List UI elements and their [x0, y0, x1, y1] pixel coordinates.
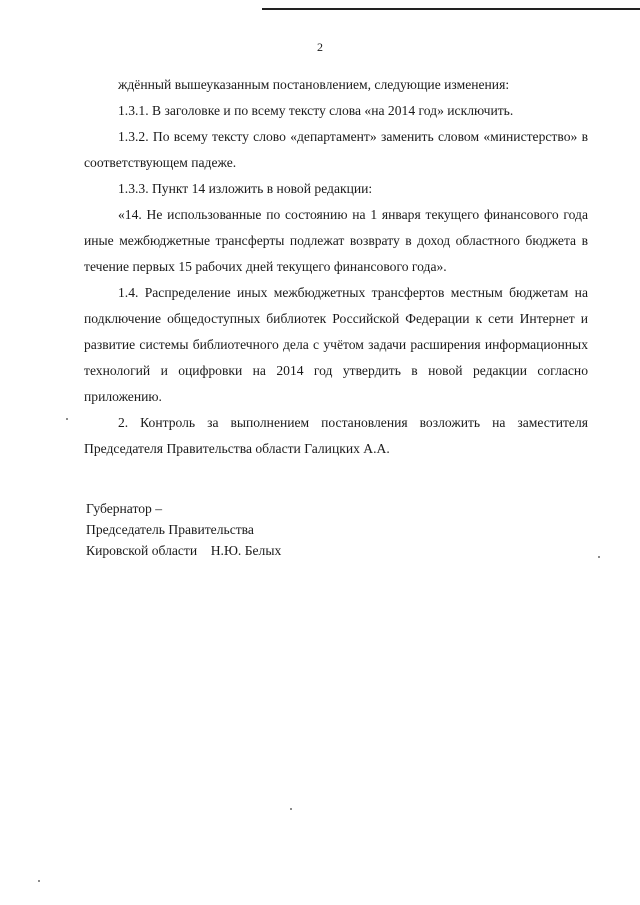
signature-title-line2: Председатель Правительства	[86, 522, 254, 537]
paragraph-1-3-3: 1.3.3. Пункт 14 изложить в новой редакции:	[118, 181, 373, 196]
signature-title-line1: Губернатор –	[86, 501, 163, 516]
scan-speck	[38, 880, 40, 882]
paragraph-2: 2. Контроль за выполнением постановления возложить на заместителя Председателя Правительства области Галицких А.А.	[84, 415, 588, 456]
signature-title-region: Кировской области	[86, 543, 198, 558]
scan-speck	[290, 808, 292, 810]
paragraph-1-3-2: 1.3.2. По всему тексту слово «департамент» заменить словом «министерство» в соответствующем падеже.	[84, 129, 588, 170]
paragraph-1-4: 1.4. Распределение иных межбюджетных трансфертов местным бюджетам на подключение общедоступных библиотек Российской Федерации к сети Интернет и развитие системы библиотечного дела с учётом задачи расширения информационных технологий и оцифровки на 2014 год утвердить в новой редакции согласно приложению.	[84, 285, 588, 404]
scan-speck	[598, 556, 600, 558]
signature-name: Н.Ю. Белых	[210, 543, 282, 558]
paragraph-item-14: «14. Не использованные по состоянию на 1 января текущего финансового года иные межбюджетные трансферты подлежат возврату в доход областного бюджета в течение первых 15 рабочих дней текущего финансового года».	[84, 207, 588, 274]
signature-block	[86, 498, 281, 561]
document-body	[84, 72, 588, 462]
signature-title-line3	[86, 540, 281, 561]
page-number: 2	[317, 40, 323, 54]
scan-speck	[66, 418, 68, 420]
paragraph-intro-continuation: ждённый вышеуказанным постановлением, следующие изменения:	[118, 77, 510, 92]
top-rule	[262, 8, 640, 10]
paragraph-1-3-1: 1.3.1. В заголовке и по всему тексту слова «на 2014 год» исключить.	[118, 103, 514, 118]
